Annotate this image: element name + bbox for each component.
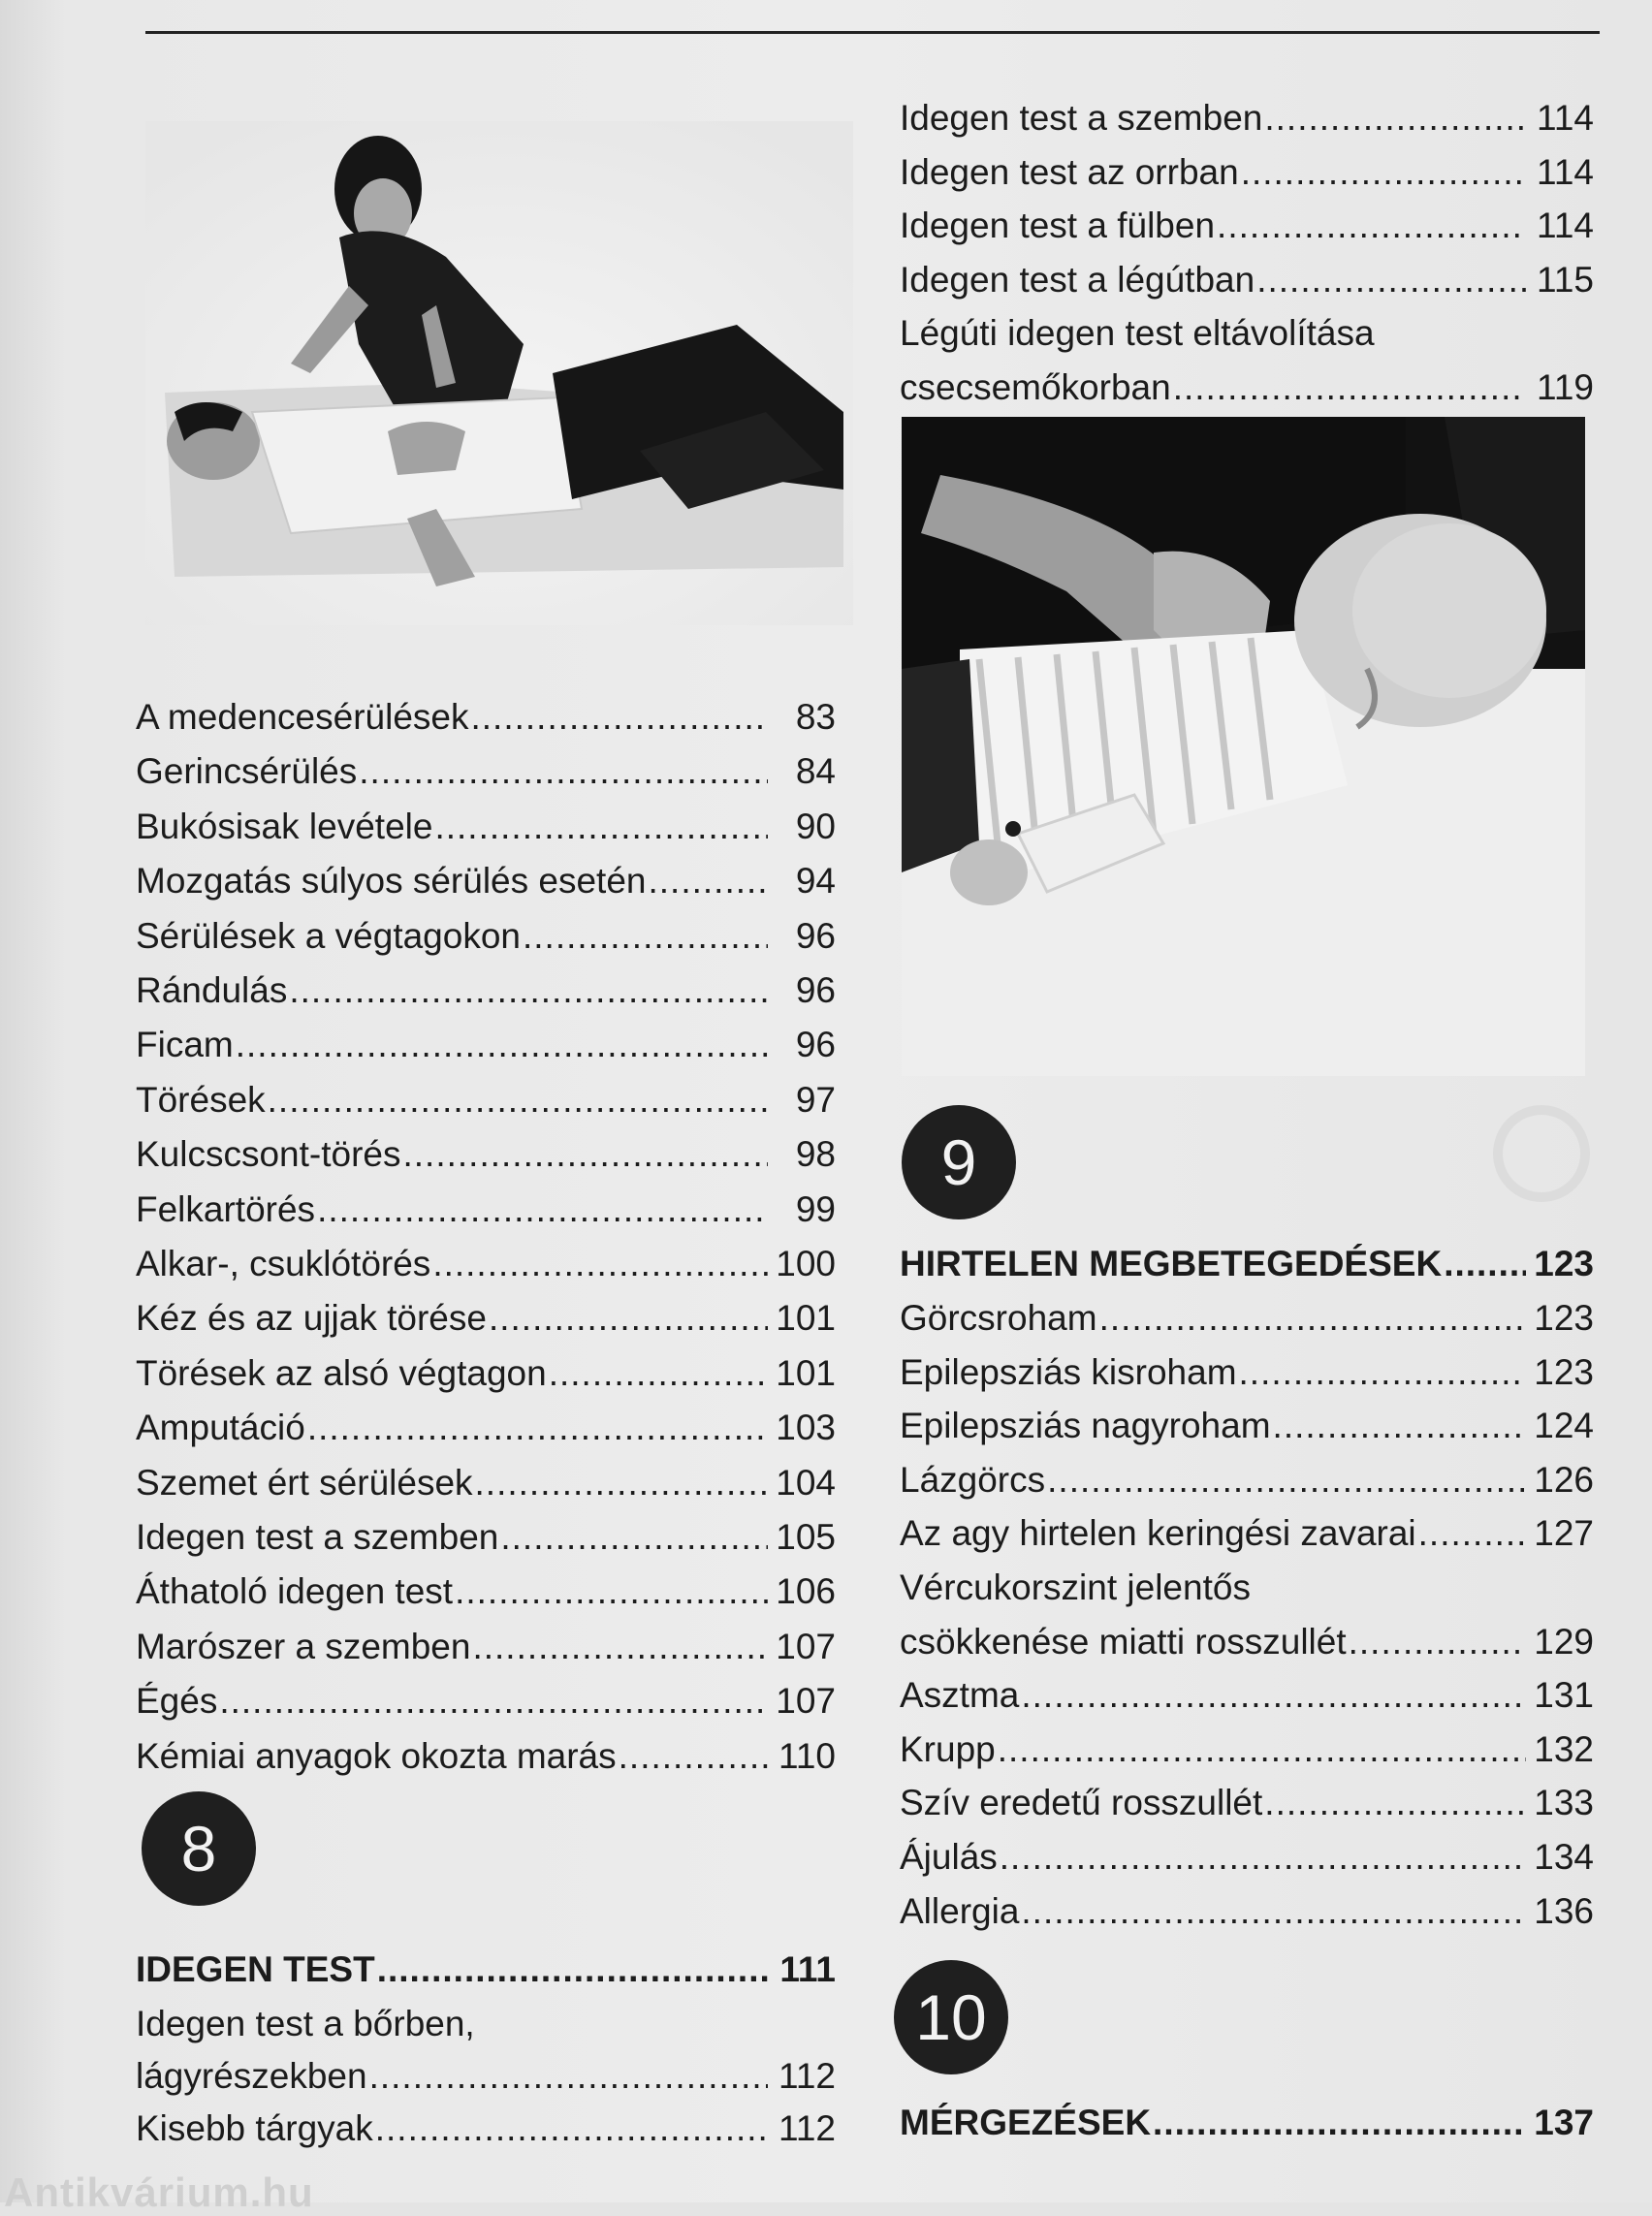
- toc-entry-title: Idegen test az orrban: [900, 151, 1239, 192]
- dot-leader: [1000, 1836, 1526, 1879]
- toc-entry: [136, 1079, 836, 1122]
- dot-leader: [489, 1297, 768, 1340]
- toc-entry: [136, 1680, 836, 1723]
- toc-entry-title: Alkar-, csuklótörés: [136, 1244, 431, 1283]
- dot-leader: [1021, 1674, 1526, 1717]
- toc-entry: [136, 1735, 836, 1778]
- toc-entry-title: Törések az alsó végtagon: [136, 1352, 547, 1393]
- toc-entry: [136, 1516, 836, 1559]
- toc-entry: [136, 915, 836, 958]
- toc-entry-title: Idegen test a légútban: [900, 259, 1255, 300]
- toc-entry-page: 115: [1537, 259, 1594, 300]
- toc-entry: [900, 1674, 1594, 1717]
- toc-entry-title: Idegen test a szemben: [900, 98, 1263, 138]
- toc-entry: [136, 696, 836, 739]
- toc-entry-title: A medencesérülések: [136, 697, 469, 737]
- toc-entry: [136, 1352, 836, 1395]
- toc-right-column: [900, 0, 1594, 2202]
- toc-entry: [900, 1836, 1594, 1879]
- dot-leader: [1349, 1621, 1526, 1663]
- toc-entry-title: Kisebb tárgyak: [136, 2108, 373, 2148]
- chapter-badge-10: 10: [894, 1960, 1008, 2074]
- toc-entry: [900, 1621, 1594, 1663]
- toc-entry: [136, 750, 836, 793]
- toc-entry-page: 96: [795, 1025, 836, 1065]
- dot-leader: [432, 1243, 768, 1285]
- toc-entry-page: 96: [795, 915, 836, 956]
- toc-entry-page: 137: [1534, 2103, 1594, 2142]
- toc-entry: [900, 1567, 1594, 1609]
- toc-entry-title: Áthatoló idegen test: [136, 1571, 454, 1612]
- dot-leader: [1273, 1405, 1526, 1447]
- toc-entry-title: Az agy hirtelen keringési zavarai: [900, 1513, 1416, 1554]
- toc-entry-page: 134: [1534, 1837, 1594, 1877]
- toc-entry: [136, 806, 836, 848]
- dot-leader: [549, 1352, 768, 1395]
- dot-leader: [369, 2055, 768, 2098]
- dot-leader: [1173, 366, 1526, 409]
- toc-entry-page: 104: [776, 1462, 836, 1503]
- dot-leader: [317, 1188, 768, 1231]
- dot-leader: [619, 1735, 768, 1778]
- toc-entry-page: 114: [1537, 98, 1594, 138]
- toc-entry: [900, 1512, 1594, 1555]
- toc-entry-page: 132: [1534, 1728, 1594, 1769]
- dot-leader: [1256, 259, 1526, 301]
- toc-entry-title: MÉRGEZÉSEK: [900, 2103, 1152, 2142]
- toc-entry-page: 97: [795, 1079, 836, 1120]
- toc-entry: [136, 2003, 836, 2045]
- dot-leader: [1264, 97, 1526, 140]
- toc-entry: [900, 1297, 1594, 1340]
- toc-entry-page: 100: [776, 1244, 836, 1283]
- toc-entry-title: Felkartörés: [136, 1188, 316, 1229]
- toc-entry: [136, 1570, 836, 1613]
- toc-entry-title: IDEGEN TEST: [136, 1949, 375, 1989]
- toc-entry-title: Mozgatás súlyos sérülés esetén: [136, 861, 647, 902]
- toc-entry-page: 136: [1534, 1890, 1594, 1931]
- dot-leader: [1217, 205, 1526, 247]
- toc-entry-page: 133: [1534, 1783, 1594, 1823]
- toc-entry-page: 123: [1534, 1298, 1594, 1338]
- toc-entry: [136, 1024, 836, 1066]
- dot-leader: [359, 750, 768, 793]
- dot-leader: [289, 969, 768, 1012]
- toc-entry: [136, 1626, 836, 1668]
- dot-leader: [1418, 1512, 1526, 1555]
- toc-entry-title: Sérülések a végtagokon: [136, 915, 521, 956]
- toc-entry-title: Kémiai anyagok okozta marás: [136, 1735, 617, 1776]
- dot-leader: [470, 696, 768, 739]
- toc-entry-title: Idegen test a fülben: [900, 206, 1216, 246]
- toc-entry: [136, 1297, 836, 1340]
- chapter-heading: [136, 1948, 836, 1991]
- toc-entry-page: 98: [795, 1134, 836, 1175]
- toc-entry: [136, 1243, 836, 1285]
- toc-entry-title: Légúti idegen test eltávolítása: [900, 313, 1375, 354]
- dot-leader: [472, 1626, 768, 1668]
- dot-leader: [219, 1680, 768, 1723]
- dot-leader: [455, 1570, 768, 1613]
- toc-entry-page: 96: [795, 970, 836, 1010]
- toc-entry-title: Bukósisak levétele: [136, 806, 433, 846]
- toc-entry-title: Amputáció: [136, 1408, 305, 1448]
- dot-leader: [1444, 1243, 1526, 1285]
- toc-entry: [900, 1728, 1594, 1771]
- dot-leader: [1099, 1297, 1526, 1340]
- toc-entry: [900, 366, 1594, 409]
- dot-leader: [475, 1462, 768, 1504]
- toc-entry-page: 127: [1534, 1513, 1594, 1554]
- toc-entry-title: Szív eredetű rosszullét: [900, 1783, 1263, 1823]
- toc-entry-page: 114: [1537, 206, 1594, 246]
- toc-entry: [900, 259, 1594, 301]
- dot-leader: [1021, 1890, 1526, 1933]
- toc-entry: [136, 1188, 836, 1231]
- toc-entry-title: Asztma: [900, 1675, 1020, 1716]
- dot-leader: [268, 1079, 768, 1122]
- dot-leader: [1239, 1351, 1526, 1394]
- toc-entry-title: Lázgörcs: [900, 1459, 1046, 1500]
- dot-leader: [1047, 1459, 1526, 1502]
- toc-entry-page: 112: [778, 2056, 836, 2096]
- toc-entry: [900, 1405, 1594, 1447]
- toc-entry: [900, 312, 1594, 355]
- toc-entry-title: Vércukorszint jelentős: [900, 1567, 1251, 1607]
- toc-entry: [136, 1407, 836, 1449]
- toc-entry-page: 111: [779, 1949, 836, 1989]
- toc-entry-title: Égés: [136, 1681, 218, 1722]
- dot-leader: [998, 1728, 1526, 1771]
- toc-entry: [900, 1351, 1594, 1394]
- toc-entry-title: Idegen test a bőrben,: [136, 2004, 475, 2043]
- dot-leader: [500, 1516, 768, 1559]
- toc-entry-page: 107: [776, 1681, 836, 1722]
- toc-entry-title: Ficam: [136, 1025, 234, 1065]
- toc-entry: [136, 1462, 836, 1504]
- toc-entry-page: 99: [795, 1188, 836, 1229]
- dot-leader: [1241, 151, 1526, 194]
- toc-entry-page: 90: [795, 806, 836, 846]
- toc-entry-title: Gerincsérülés: [136, 751, 358, 792]
- toc-entry-page: 114: [1537, 151, 1594, 192]
- chapter-badge-9: 9: [902, 1105, 1016, 1219]
- toc-entry-title: Krupp: [900, 1728, 996, 1769]
- toc-entry-page: 101: [776, 1298, 836, 1339]
- toc-entry: [136, 969, 836, 1012]
- toc-entry-page: 83: [795, 697, 836, 737]
- toc-entry-page: 129: [1534, 1621, 1594, 1662]
- dot-leader: [649, 860, 769, 902]
- toc-entry-page: 101: [776, 1352, 836, 1393]
- toc-entry-title: HIRTELEN MEGBETEGEDÉSEK: [900, 1244, 1443, 1283]
- chapter-heading: [900, 2102, 1594, 2144]
- dot-leader: [434, 806, 768, 848]
- toc-entry-page: 110: [778, 1735, 836, 1776]
- dot-leader: [1264, 1782, 1526, 1824]
- dot-leader: [307, 1407, 768, 1449]
- chapter-badge-8: 8: [142, 1791, 256, 1906]
- toc-entry-title: Kéz és az ujjak törése: [136, 1298, 487, 1339]
- toc-entry-page: 94: [795, 861, 836, 902]
- toc-entry-page: 126: [1534, 1459, 1594, 1500]
- toc-entry-title: Ájulás: [900, 1837, 998, 1877]
- dot-leader: [523, 915, 768, 958]
- toc-entry: [900, 1782, 1594, 1824]
- toc-entry-title: Rándulás: [136, 970, 288, 1010]
- toc-entry-page: 131: [1534, 1675, 1594, 1716]
- toc-entry-title: Törések: [136, 1079, 266, 1120]
- toc-entry-page: 106: [776, 1571, 836, 1612]
- toc-entry: [136, 1133, 836, 1176]
- toc-entry-title: Marószer a szemben: [136, 1626, 471, 1666]
- toc-entry: [136, 2107, 836, 2150]
- toc-entry-title: Allergia: [900, 1890, 1020, 1931]
- dot-leader: [403, 1133, 769, 1176]
- toc-entry-title: Görcsroham: [900, 1298, 1097, 1338]
- toc-entry: [900, 151, 1594, 194]
- toc-entry-title: csecsemőkorban: [900, 367, 1171, 407]
- toc-entry-page: 123: [1534, 1351, 1594, 1392]
- toc-entry: [900, 97, 1594, 140]
- dot-leader: [236, 1024, 768, 1066]
- toc-entry-title: Epilepsziás nagyroham: [900, 1406, 1271, 1446]
- toc-entry-title: Szemet ért sérülések: [136, 1462, 473, 1503]
- toc-entry: [900, 1459, 1594, 1502]
- toc-entry-title: lágyrészekben: [136, 2056, 367, 2096]
- toc-entry-page: 112: [778, 2108, 836, 2148]
- dot-leader: [377, 1948, 768, 1991]
- toc-entry-title: Kulcscsont-törés: [136, 1134, 401, 1175]
- toc-entry-title: csökkenése miatti rosszullét: [900, 1621, 1347, 1662]
- dot-leader: [1153, 2102, 1526, 2144]
- toc-entry-page: 107: [776, 1626, 836, 1666]
- toc-entry-title: Epilepsziás kisroham: [900, 1351, 1237, 1392]
- toc-entry-page: 123: [1534, 1244, 1594, 1283]
- toc-entry-page: 105: [776, 1517, 836, 1557]
- toc-entry-page: 103: [776, 1408, 836, 1448]
- toc-entry: [900, 1890, 1594, 1933]
- dot-leader: [375, 2107, 768, 2150]
- toc-entry: [136, 2055, 836, 2098]
- toc-entry: [136, 860, 836, 902]
- toc-entry-page: 124: [1534, 1406, 1594, 1446]
- toc-entry-page: 119: [1537, 367, 1594, 407]
- toc-entry-page: 84: [795, 751, 836, 792]
- watermark: Antikvárium.hu: [4, 2169, 314, 2215]
- toc-entry: [900, 205, 1594, 247]
- chapter-heading: [900, 1243, 1594, 1285]
- toc-entry-title: Idegen test a szemben: [136, 1517, 499, 1557]
